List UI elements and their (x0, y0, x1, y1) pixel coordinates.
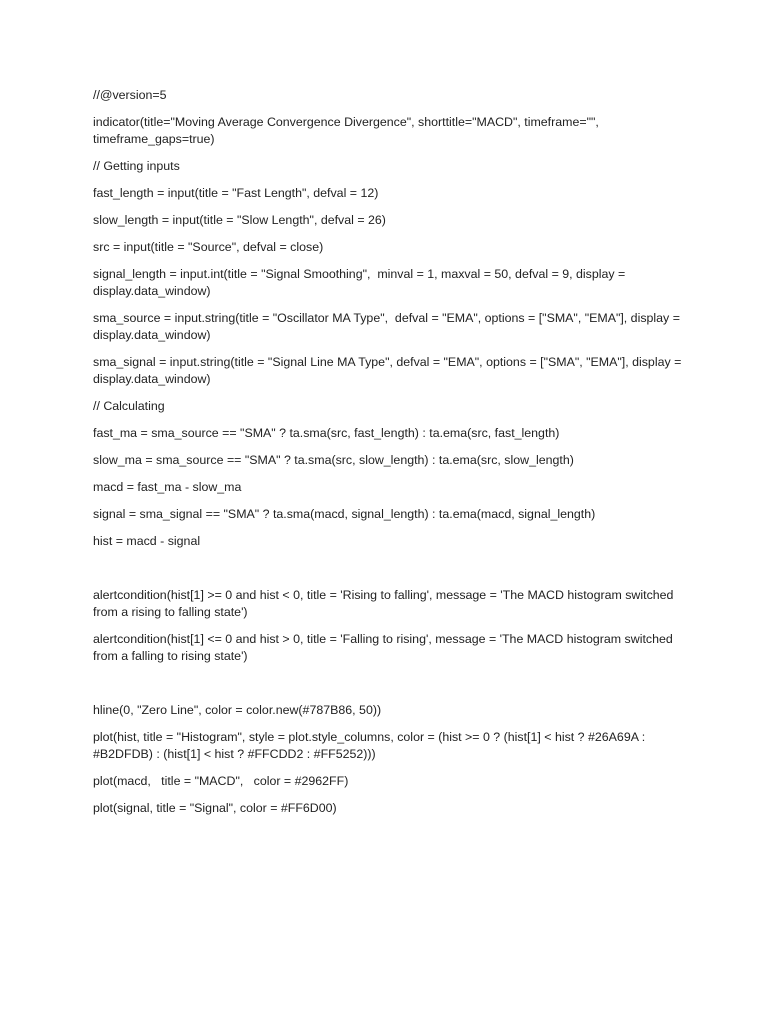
code-line-sma-signal: sma_signal = input.string(title = "Signal Line MA Type", defval = "EMA", options = ["SMA", "EMA"], display = display.data_window) (93, 355, 685, 386)
code-line-signal: signal = sma_signal == "SMA" ? ta.sma(macd, signal_length) : ta.ema(macd, signal_length) (93, 507, 596, 521)
code-line-hist: hist = macd - signal (93, 534, 201, 548)
code-line-indicator: indicator(title="Moving Average Convergence Divergence", shorttitle="MACD", timeframe="", timeframe_gaps=true) (93, 115, 603, 146)
blank-line (93, 675, 683, 692)
blank-line (93, 560, 683, 577)
code-line-fast-length: fast_length = input(title = "Fast Length", defval = 12) (93, 186, 379, 200)
code-line-slow-length: slow_length = input(title = "Slow Length", defval = 26) (93, 213, 386, 227)
code-line-src: src = input(title = "Source", defval = close) (93, 240, 324, 254)
code-line-version: //@version=5 (93, 88, 167, 102)
code-line-plot-signal: plot(signal, title = "Signal", color = #FF6D00) (93, 801, 337, 815)
code-line-signal-length: signal_length = input.int(title = "Signal Smoothing", minval = 1, maxval = 50, defval = 9, display = display.data_window) (93, 267, 629, 298)
code-line-slow-ma: slow_ma = sma_source == "SMA" ? ta.sma(src, slow_length) : ta.ema(src, slow_length) (93, 453, 574, 467)
code-line-plot-macd: plot(macd, title = "MACD", color = #2962FF) (93, 774, 349, 788)
code-line-hline: hline(0, "Zero Line", color = color.new(#787B86, 50)) (93, 703, 382, 717)
code-comment-calculating: // Calculating (93, 399, 165, 413)
code-line-macd: macd = fast_ma - slow_ma (93, 480, 242, 494)
code-line-sma-source: sma_source = input.string(title = "Oscillator MA Type", defval = "EMA", options = ["SMA", "EMA"], display = display.data_window) (93, 311, 684, 342)
code-text-block (93, 87, 683, 827)
code-line-fast-ma: fast_ma = sma_source == "SMA" ? ta.sma(src, fast_length) : ta.ema(src, fast_length) (93, 426, 560, 440)
code-line-alert-rising-to-falling: alertcondition(hist[1] >= 0 and hist < 0, title = 'Rising to falling', message = 'The MACD histogram switched from a rising to falling state') (93, 588, 677, 619)
code-line-alert-falling-to-rising: alertcondition(hist[1] <= 0 and hist > 0, title = 'Falling to rising', message = 'The MACD histogram switched from a falling to rising state') (93, 632, 677, 663)
code-line-plot-hist: plot(hist, title = "Histogram", style = plot.style_columns, color = (hist >= 0 ? (hist[1] < hist ? #26A69A : #B2DFDB) : (hist[1] < hist ? #FFCDD2 : #FF5252))) (93, 730, 649, 761)
code-comment-getting-inputs: // Getting inputs (93, 159, 180, 173)
